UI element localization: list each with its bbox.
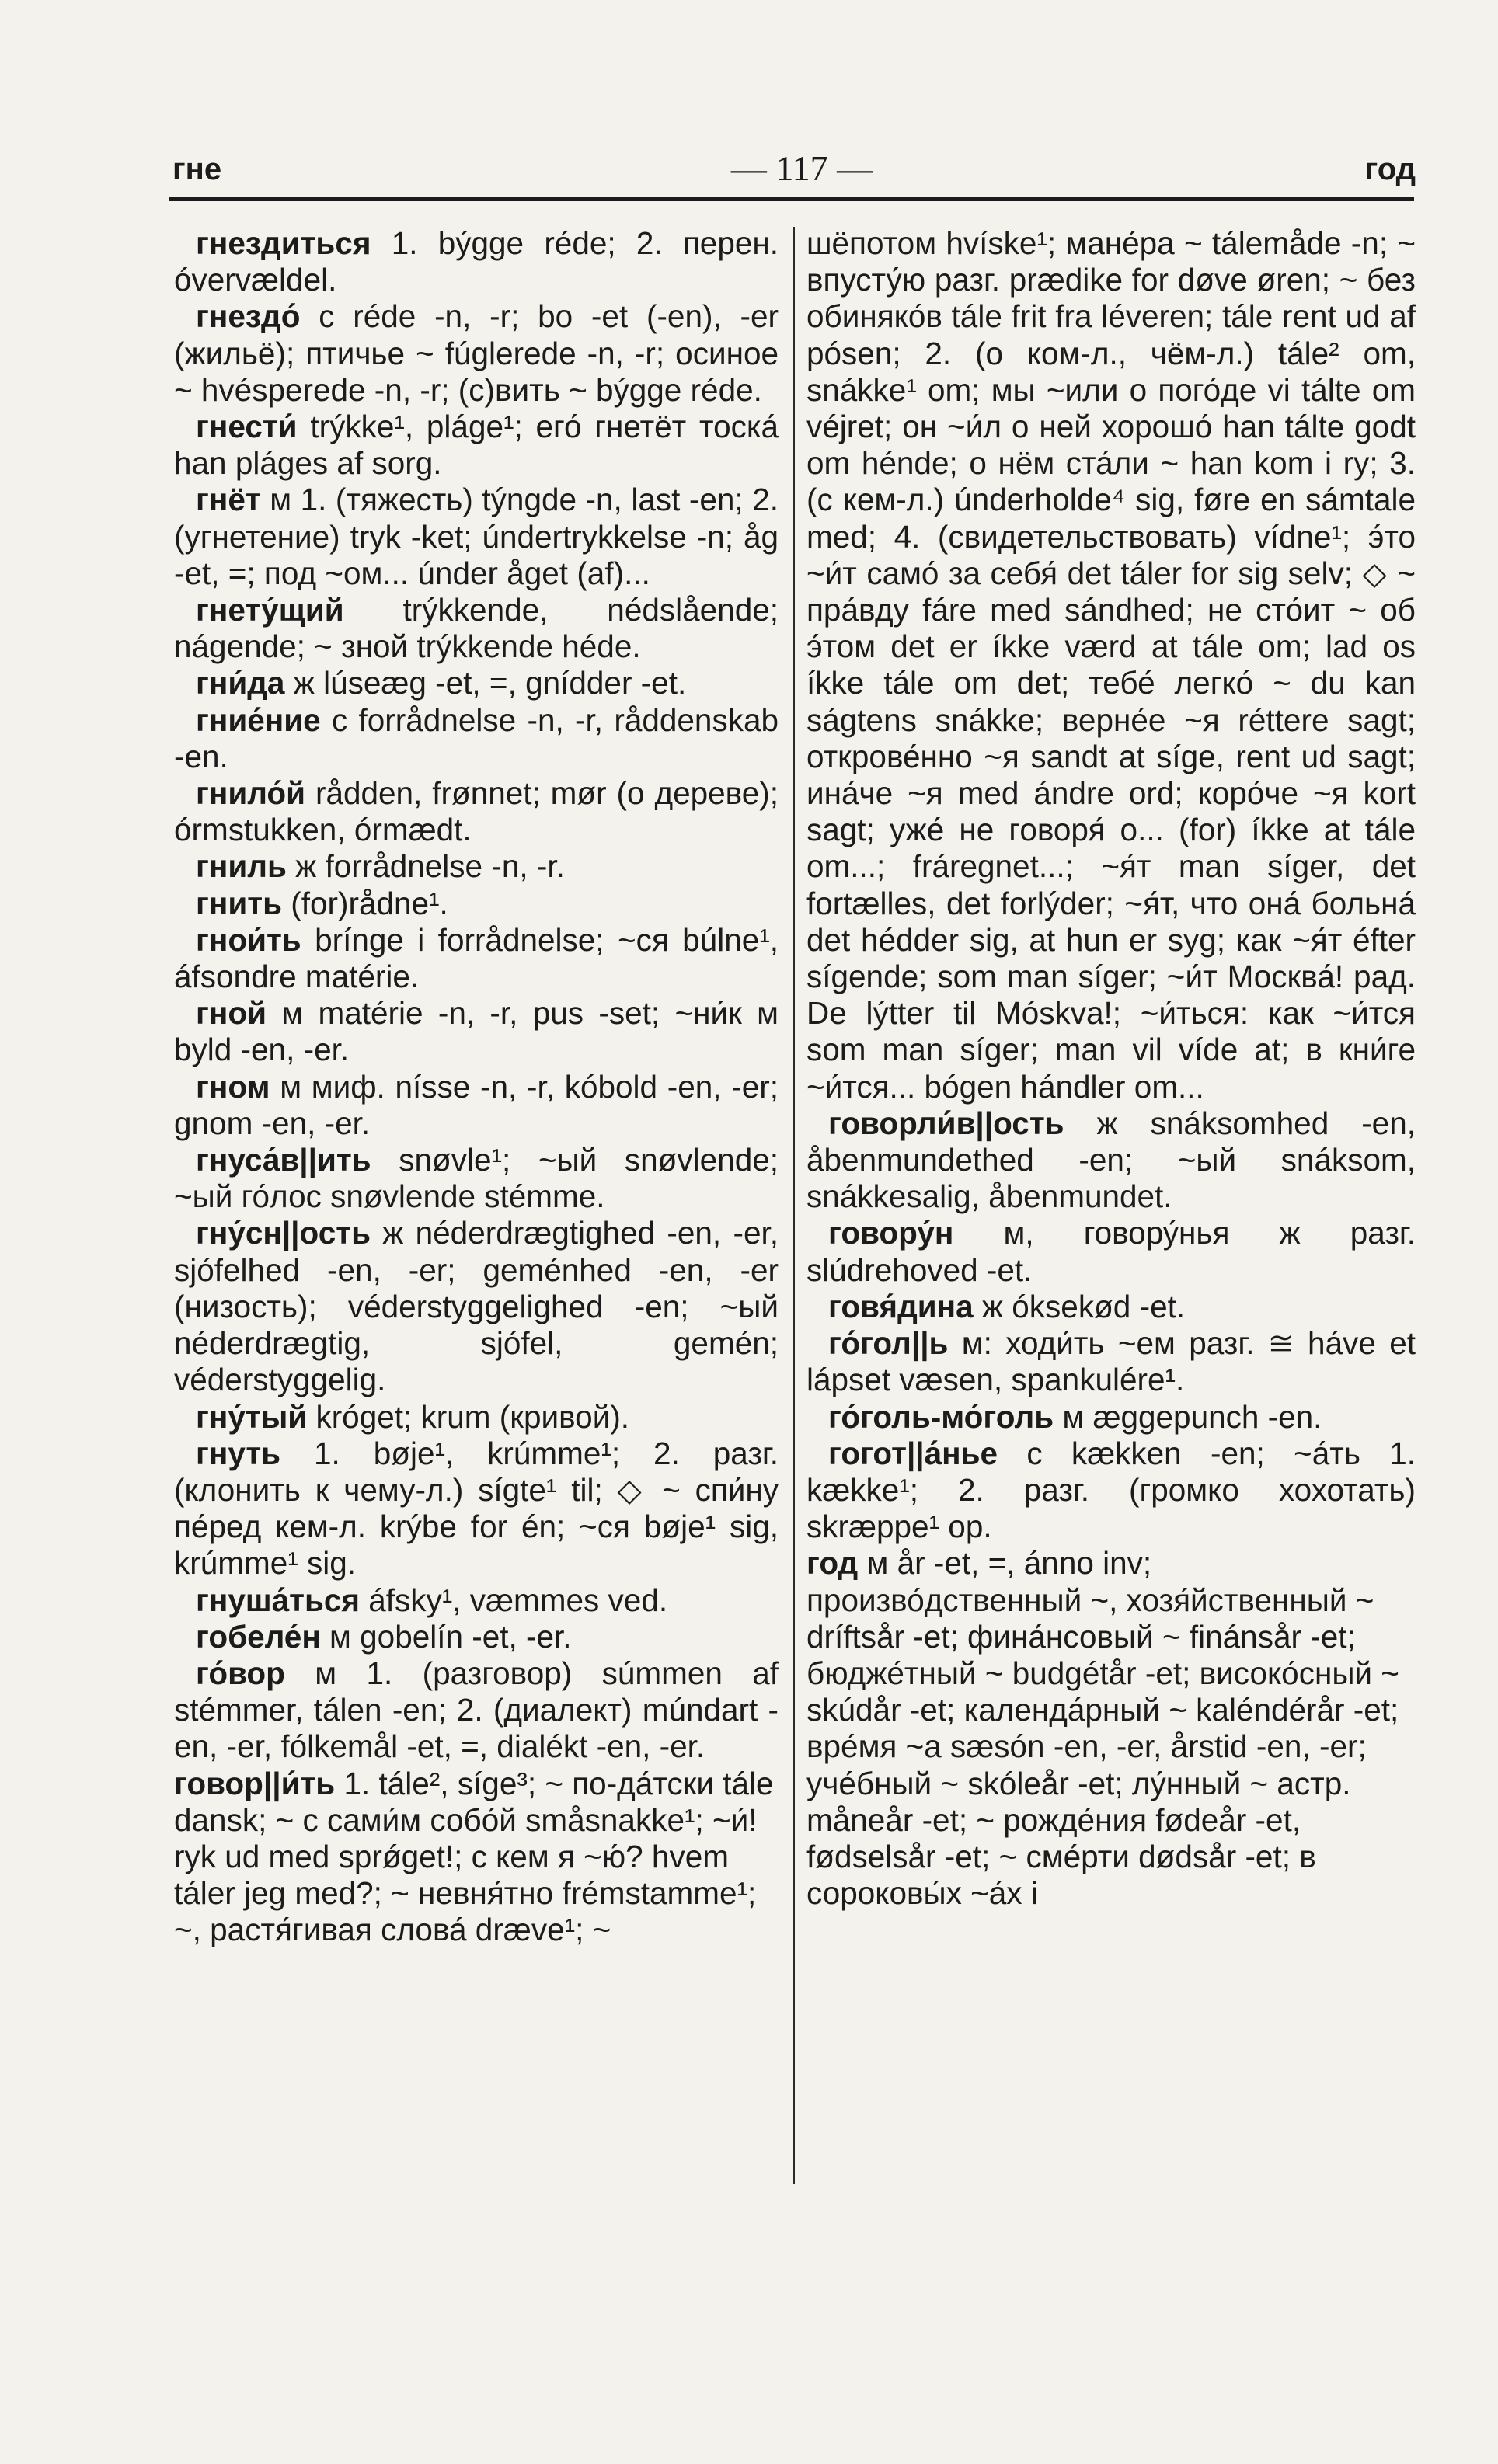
- entry-body: brínge i forrådnelse; ~ся búlne¹, áfsondre matérie.: [174, 921, 779, 995]
- dictionary-entry: [174, 1142, 779, 1215]
- headword: гнило́й: [196, 775, 306, 812]
- dictionary-entry: [174, 1766, 779, 1949]
- headword: гниль: [196, 848, 287, 885]
- headword: гной: [196, 995, 267, 1032]
- dictionary-entry: [174, 592, 779, 665]
- headword: говору́н: [828, 1215, 954, 1251]
- headword: го́голь-мо́голь: [828, 1398, 1054, 1435]
- entry-body: króget; krum (кривой).: [307, 1398, 630, 1435]
- headword: гние́ние: [196, 701, 321, 738]
- entry-body: м 1. (тяжесть) týngde -n, last -en; 2. (угнетение) tryk -ket; úndertrykkelse -n; åg -et, =; под ~ом... únder åget (af)...: [174, 482, 779, 591]
- dictionary-entry: [174, 886, 779, 922]
- dictionary-entry: [174, 482, 779, 592]
- entry-body: trýkke¹, pláge¹; его́ гнетёт тоска́ han pláges af sorg.: [174, 409, 779, 482]
- headword: гнёт: [196, 482, 261, 518]
- headword: гнездо́: [196, 298, 301, 335]
- header-right-guide-word: год: [1364, 152, 1416, 186]
- entry-body: ж óksekød -et.: [973, 1288, 1186, 1324]
- dictionary-entry: [174, 665, 779, 701]
- headword: говорли́в||ость: [828, 1105, 1064, 1141]
- headword: гнести́: [196, 409, 298, 445]
- entry-body: áfsky¹, væmmes ved.: [360, 1582, 668, 1618]
- headword: го́гол||ь: [828, 1325, 949, 1362]
- dictionary-entry: [174, 1582, 779, 1619]
- entry-body: trýkkende, nédslående; nágende; ~ зной trýkkende héde.: [174, 592, 779, 665]
- right-column: [806, 225, 1416, 1912]
- entry-body: м, говору́нья ж разг. slúdrehoved -et.: [806, 1215, 1416, 1288]
- headword: гобеле́н: [196, 1618, 321, 1655]
- dictionary-entry: [174, 995, 779, 1068]
- header-rule: [169, 197, 1414, 201]
- dictionary-entry: [174, 702, 779, 775]
- headword: говя́дина: [828, 1288, 974, 1324]
- entry-body: (for)rådne¹.: [281, 885, 448, 921]
- entry-body: м 1. (разговор) súmmen af stémmer, tálen -en; 2. (диалект) múndart -en, -er, fólkemål -et, =, dialékt -en, -er.: [174, 1655, 779, 1765]
- entry-continuation: [806, 225, 1416, 1105]
- headword: год: [806, 1545, 859, 1582]
- entry-body: rådden, frønnet; mør (о дереве); órmstukken, órmædt.: [174, 775, 779, 848]
- dictionary-entry: [174, 1436, 779, 1582]
- entry-body: ж snáksomhed -en, åbenmundethed -en; ~ый snáksom, snákkesalig, åbenmundet.: [806, 1105, 1416, 1215]
- dictionary-entry: [806, 1399, 1416, 1436]
- entry-body: ж forrådnelse -n, -r.: [286, 848, 565, 885]
- headword: говор||и́ть: [174, 1765, 336, 1801]
- dictionary-entry: [174, 848, 779, 885]
- headword: гни́да: [196, 665, 285, 701]
- entry-body: с réde -n, -r; bo -et (-en), -er (жильё); птичье ~ fúglerede -n, -r; осиное ~ hvésperede -n, -r; (с)вить ~ býgge réde.: [174, 298, 779, 408]
- headword: гнить: [196, 885, 282, 921]
- dictionary-entry: [174, 225, 779, 298]
- entry-body: м gobelín -et, -er.: [320, 1618, 572, 1655]
- headword: гнои́ть: [196, 921, 301, 958]
- dictionary-entry: [806, 1215, 1416, 1288]
- dictionary-entry: [806, 1289, 1416, 1325]
- headword: гну́тый: [196, 1398, 308, 1435]
- entry-body: snøvle¹; ~ый snøvlende; ~ый го́лос snøvlende stémme.: [174, 1142, 779, 1215]
- entry-body: ж néderdrægtighed -en, -er, sjófelhed -en, -er; geménhed -en, -er (низость); véderstyggelighed -en; ~ый néderdrægtig, sjófel, gemén; véderstyggelig.: [174, 1215, 779, 1398]
- entry-body: м år -et, =, ánno inv; произво́дственный ~, хозя́йственный ~ dríftsår -et; фина́нсовый ~ finánsår -et; бюдже́тный ~ budgétår -et; високо́сный ~ skúdår -et; календа́рный ~ kaléndérår -et; вре́мя ~а sæsón -en, -er, årstid -en, -er; уче́бный ~ skóleår -et; лу́нный ~ астр. måneår -et; ~ рожде́ния fødeår -et, fødselsår -et; ~ сме́рти dødsår -et; в сороковы́х ~а́х i: [806, 1545, 1399, 1912]
- dictionary-entry: [174, 1655, 779, 1766]
- dictionary-entry: [174, 1069, 779, 1142]
- dictionary-entry: [174, 1215, 779, 1398]
- headword: гнуса́в||ить: [196, 1142, 371, 1178]
- column-divider: [793, 227, 795, 2184]
- headword: гнездиться: [196, 225, 371, 261]
- dictionary-entry: [806, 1545, 1416, 1912]
- dictionary-entry: [806, 1325, 1416, 1398]
- headword: гну́сн||ость: [196, 1215, 371, 1251]
- dictionary-entry: [174, 922, 779, 995]
- entry-body: с kækken -en; ~а́ть 1. kække¹; 2. разг. (громко хохотать) skræppe¹ op.: [806, 1435, 1416, 1545]
- dictionary-entry: [806, 1436, 1416, 1546]
- header-left-guide-word: гне: [172, 152, 222, 186]
- headword: гогот||а́нье: [828, 1435, 998, 1471]
- entry-body: 1. býgge réde; 2. перен. óvervældel.: [174, 225, 779, 298]
- entry-body: м æggepunch -en.: [1054, 1398, 1322, 1435]
- entry-body: ж lúseæg -et, =, gnídder -et.: [284, 665, 687, 701]
- entry-body: 1. tále², síge³; ~ по-да́тски tále dansk; ~ с сами́м собо́й småsnakke¹; ~и́! ryk ud med sprǿget!; с кем я ~ю́? hvem táler jeg med?; ~ невня́тно frémstamme¹; ~, растя́гивая слова́ dræve¹; ~: [174, 1765, 774, 1948]
- dictionary-entry: [806, 1105, 1416, 1216]
- headword: го́вор: [196, 1655, 285, 1691]
- headword: гнуть: [196, 1435, 281, 1471]
- entry-body: с forrådnelse -n, -r, råddenskab -en.: [174, 701, 779, 774]
- running-header: [172, 148, 1416, 199]
- dictionary-entry: [174, 1619, 779, 1655]
- entry-body: м миф. nísse -n, -r, kóbold -en, -er; gnom -en, -er.: [174, 1068, 779, 1141]
- dictionary-entry: [174, 298, 779, 409]
- entry-body: шёпотом hvíske¹; мане́ра ~ tálemåde -n; ~ впусту́ю разг. prædike for døve øren; ~ без обиняко́в tále frit fra léveren; tále rent ud af pósen; 2. (о ком-л., чём-л.) tále² om, snákke¹ om; мы ~или о пого́де vi tálte om véjret; он ~и́л о ней хорошо́ han tálte godt om hénde; о нём ста́ли ~ han kom i ry; 3. (с кем-л.) únderholde⁴ sig, føre en sámtale med; 4. (свидетельствовать) vídne¹; э́то ~и́т само́ за себя́ det táler for sig selv; ◇ ~ пра́вду fáre med sándhed; не сто́ит ~ об э́том det er íkke værd at tále om; lad os íkke tále om det; тебе́ легко́ ~ du kan ságtens snákke; верне́е ~я réttere sagt; открове́нно ~я sandt at síge, rent ud sagt; ина́че ~я med ándre ord; коро́че ~я kort sagt; уже́ не говоря́ о... (for) íkke at tále om...; fráregnet...; ~я́т man síger, det fortælles, det forlýder; ~я́т, что она́ больна́ det hédder sig, at hun er syg; как ~я́т éfter sígende; som man síger; ~и́т Москва́! рад. De lýtter til Móskva!; ~и́ться: как ~и́тся som man síger; man vil víde at; в кни́ге ~и́тся... bógen hándler om...: [806, 225, 1416, 1105]
- dictionary-entry: [174, 409, 779, 482]
- left-column: [174, 225, 779, 1949]
- headword: гнуша́ться: [196, 1582, 361, 1618]
- page-number: — 117 —: [730, 148, 873, 188]
- dictionary-entry: [174, 775, 779, 848]
- headword: гнету́щий: [196, 592, 344, 628]
- headword: гном: [196, 1068, 270, 1105]
- entry-body: м matérie -n, -r, pus -set; ~ни́к м byld -en, -er.: [174, 995, 779, 1068]
- entry-body: 1. bøje¹, krúmme¹; 2. разг. (клонить к чему-л.) sígte¹ til; ◇ ~ спи́ну пе́ред кем-л. krýbe for én; ~ся bøje¹ sig, krúmme¹ sig.: [174, 1435, 779, 1582]
- entry-body: м: ходи́ть ~ем разг. ≅ háve et lápset væsen, spankulére¹.: [806, 1325, 1416, 1398]
- dictionary-entry: [174, 1399, 779, 1436]
